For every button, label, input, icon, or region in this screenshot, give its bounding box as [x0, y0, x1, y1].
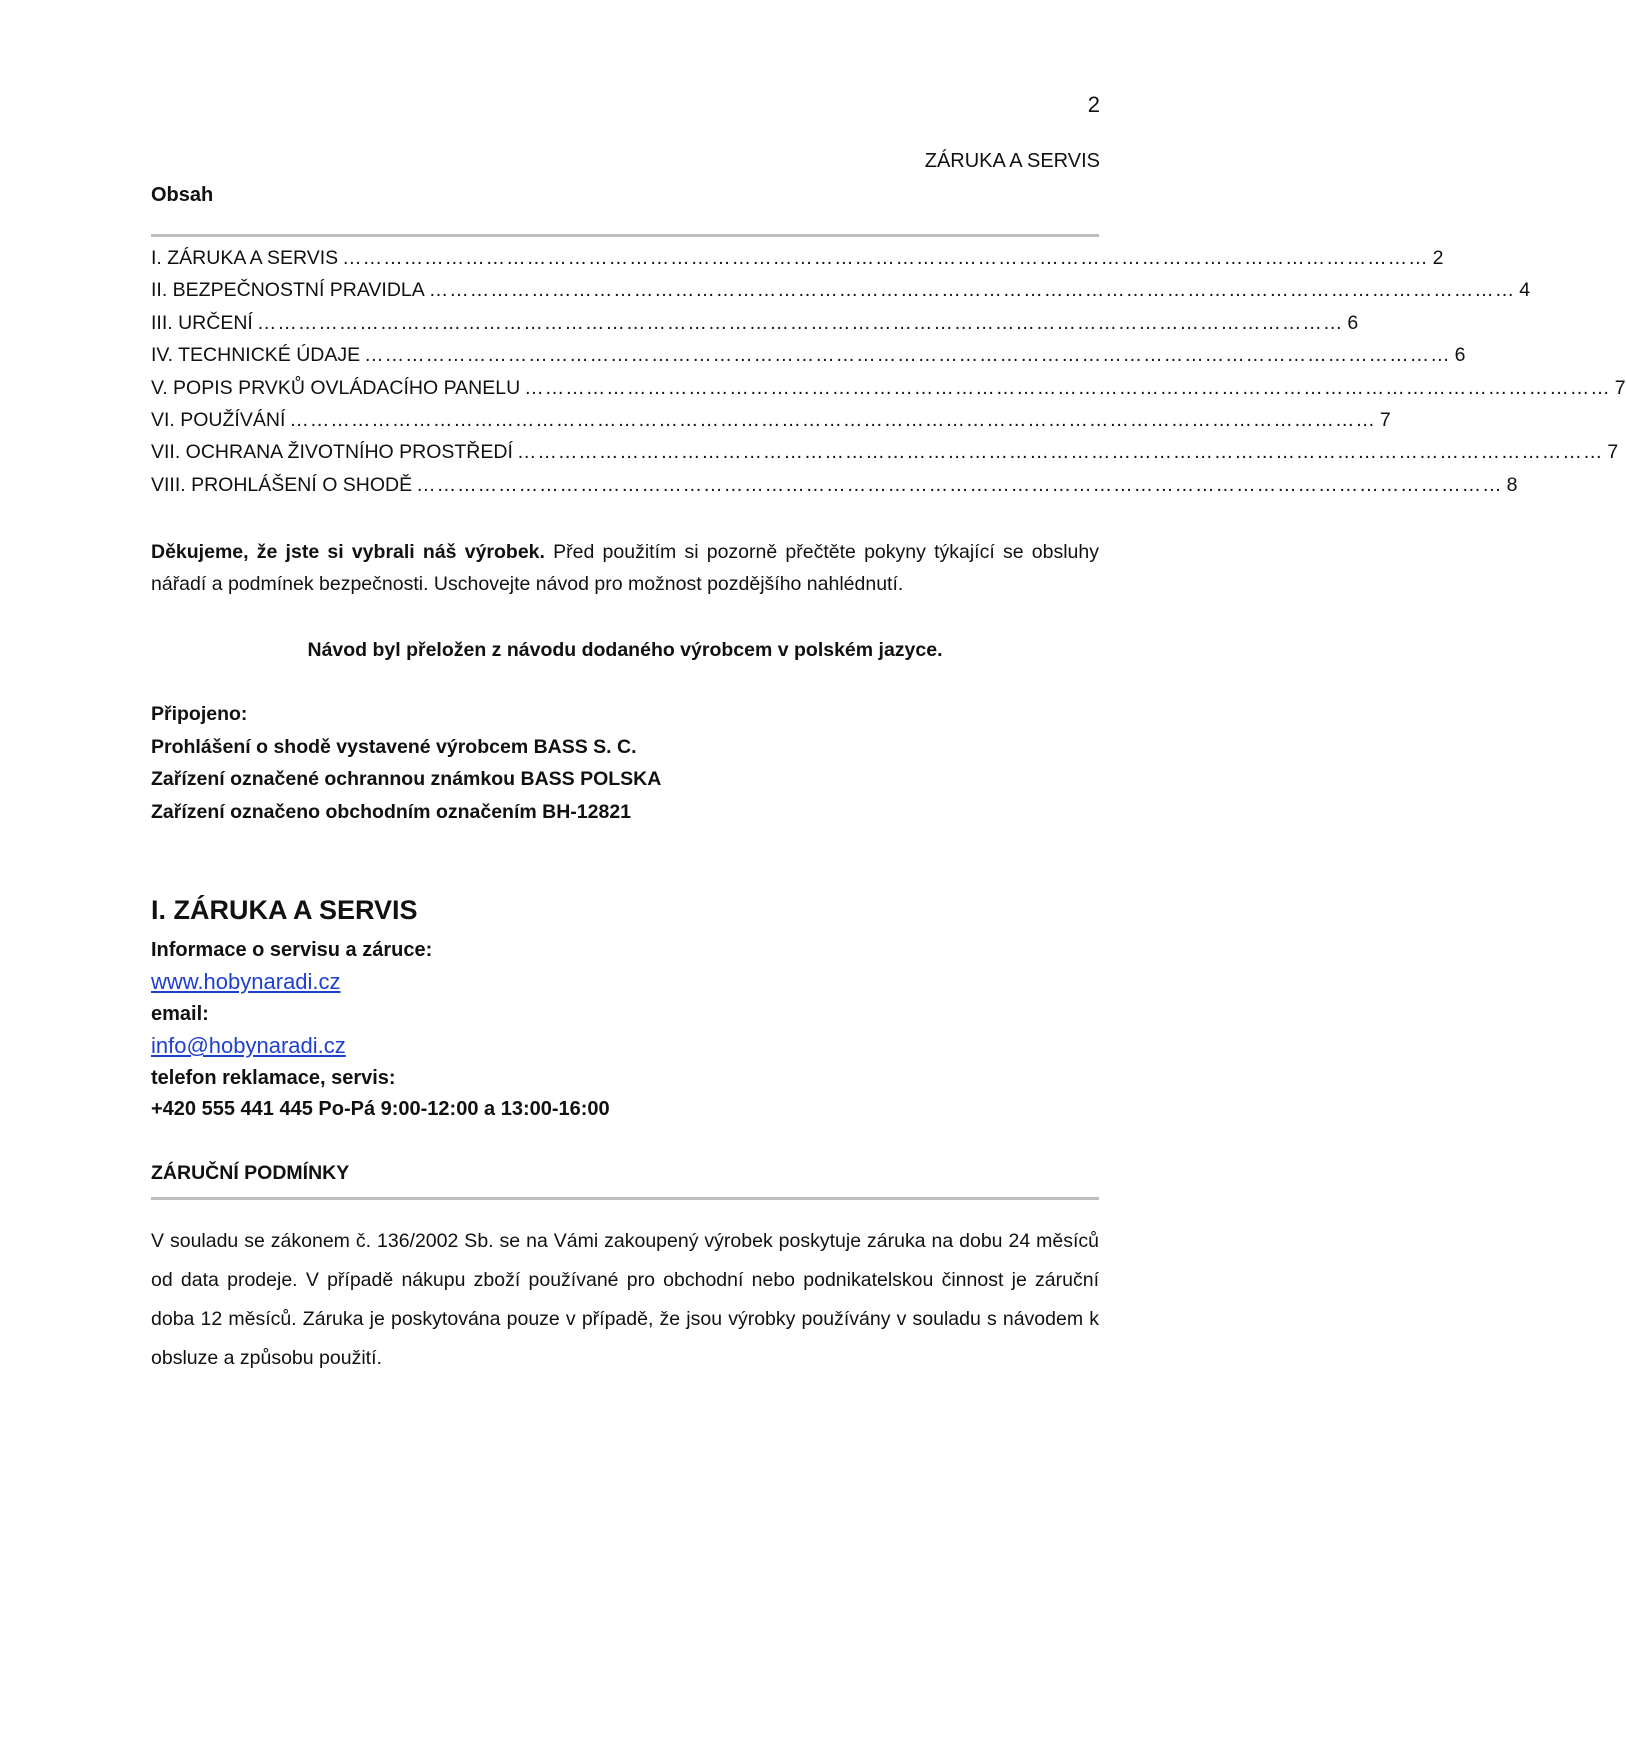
toc-title: Obsah: [151, 184, 214, 206]
translation-note: Návod byl přeložen z návodu dodaného výrobcem v polském jazyce.: [307, 639, 943, 661]
website-link[interactable]: www.hobynaradi.cz: [151, 969, 341, 994]
toc-leader-dots: ……………………………………………………………………………………………………………………………………………: [256, 311, 1344, 334]
section-heading: I. ZÁRUKA A SERVIS: [151, 895, 418, 925]
toc-item-label: VII. OCHRANA ŽIVOTNÍHO PROSTŘEDÍ: [151, 441, 513, 464]
toc-item-page: 7: [1379, 408, 1391, 431]
toc-item-label: IV. TECHNICKÉ ÚDAJE: [151, 344, 361, 367]
toc-item[interactable]: [151, 344, 1466, 376]
toc-leader-dots: ……………………………………………………………………………………………………………………………………………: [416, 473, 1503, 496]
toc-item-label: I. ZÁRUKA A SERVIS: [151, 247, 339, 269]
toc-item[interactable]: [151, 311, 1359, 344]
toc-item-label: VIII. PROHLÁŠENÍ O SHODĚ: [151, 473, 413, 496]
toc-item-label: III. URČENÍ: [151, 311, 253, 334]
toc-item-label: VI. POUŽÍVÁNÍ: [151, 408, 286, 431]
toc-item-page: 4: [1519, 279, 1531, 302]
toc-item[interactable]: [151, 408, 1391, 441]
toc-item-label: V. POPIS PRVKŮ OVLÁDACÍHO PANELU: [151, 376, 521, 399]
conditions-paragraph: V souladu se zákonem č. 136/2002 Sb. se na Vámi zakoupený výrobek poskytuje záruka na dobu 24 měsíců od data prodeje. V případě nákupu zboží používané pro obchodní nebo podnikatelskou činnost je záruční doba 12 měsíců. Záruka je poskytována pouze v případě, že jsou výrobky používány v souladu s návodem k obsluze a způsobu použití.: [151, 1230, 1099, 1369]
conditions-heading: ZÁRUČNÍ PODMÍNKY: [151, 1162, 350, 1184]
toc-item-page: 7: [1614, 376, 1626, 399]
intro-thanks: Děkujeme, že jste si vybrali náš výrobek.: [151, 541, 545, 563]
toc-leader-dots: ……………………………………………………………………………………………………………………………………………: [524, 376, 1611, 399]
toc-item[interactable]: [151, 279, 1531, 311]
intro-text: Před použitím si pozorně přečtěte pokyny týkající se obsluhy nářadí a podmínek bezpečnosti. Uschovejte návod pro možnost pozdějšího nahlédnutí.: [151, 541, 1099, 595]
toc-leader-dots: ……………………………………………………………………………………………………………………………………………: [289, 408, 1376, 431]
attached-line: Zařízení označeno obchodním označením BH-12821: [151, 800, 632, 823]
running-header: ZÁRUKA A SERVIS: [924, 150, 1100, 172]
intro-paragraph: [151, 536, 1099, 600]
toc-item-page: 6: [1347, 311, 1359, 334]
toc-item-page: 7: [1607, 441, 1619, 464]
service-info: [151, 935, 610, 1125]
phone-label: telefon reklamace, servis:: [151, 1067, 396, 1089]
phone-line: +420 555 441 445 Po-Pá 9:00-12:00 a 13:00-16:00: [151, 1098, 610, 1120]
email-label: email:: [151, 1003, 209, 1025]
toc-item[interactable]: [151, 376, 1626, 409]
page-number: 2: [1087, 92, 1100, 117]
toc-leader-dots: ……………………………………………………………………………………………………………………………………………: [428, 279, 1516, 302]
toc-item-page: 6: [1454, 344, 1466, 367]
toc-item-page: 2: [1432, 247, 1444, 269]
attached-line: Prohlášení o shodě vystavené výrobcem BASS S. C.: [151, 735, 637, 758]
toc-item-label: II. BEZPEČNOSTNÍ PRAVIDLA: [151, 279, 425, 302]
toc-leader-dots: ……………………………………………………………………………………………………………………………………………: [364, 344, 1451, 367]
toc-leader-dots: ……………………………………………………………………………………………………………………………………………: [516, 441, 1604, 464]
info-label: Informace o servisu a záruce:: [151, 939, 433, 961]
attached-title: Připojeno:: [151, 703, 248, 725]
toc-item[interactable]: [151, 473, 1518, 506]
toc-leader-dots: ……………………………………………………………………………………………………………………………………………: [342, 247, 1429, 269]
email-link[interactable]: info@hobynaradi.cz: [151, 1033, 346, 1058]
conditions-divider: [151, 1197, 1099, 1200]
toc-item-page: 8: [1506, 473, 1518, 496]
toc-item[interactable]: [151, 441, 1619, 473]
attached-line: Zařízení označené ochrannou známkou BASS POLSKA: [151, 768, 662, 790]
attached-block: [151, 698, 661, 828]
toc-item[interactable]: [151, 247, 1444, 279]
table-of-contents: [151, 247, 1626, 506]
toc-divider: [151, 234, 1099, 237]
